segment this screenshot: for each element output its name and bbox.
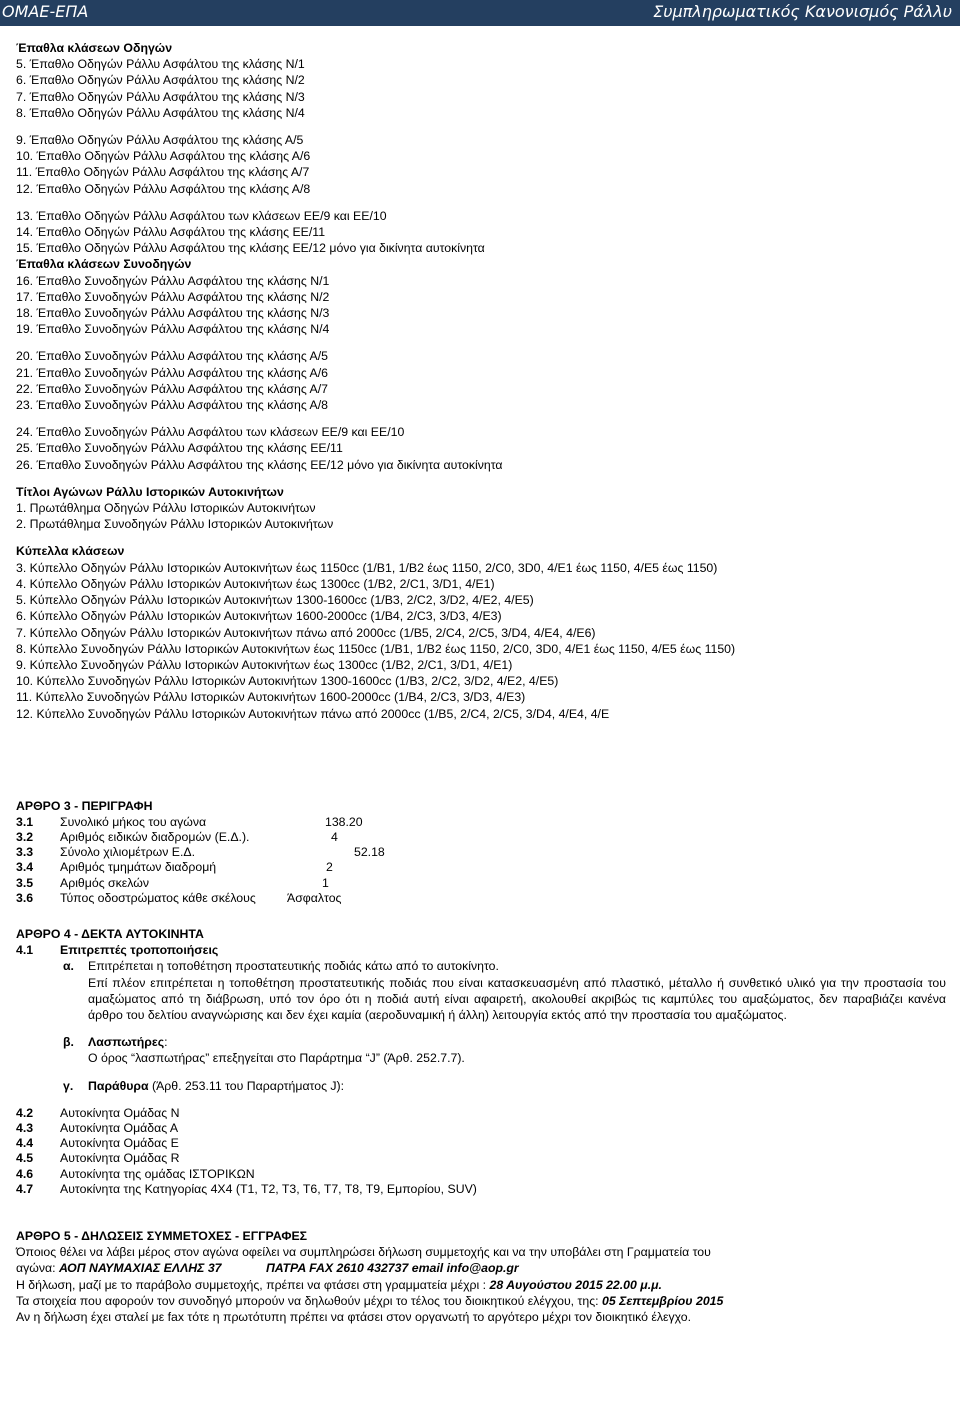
art3-label: Αριθμός σκελών [60, 875, 149, 890]
list-item: 9. Κύπελλο Συνοδηγών Ράλλυ Ιστορικών Αυτοκινήτων έως 1300cc (1/Β2, 2/C1, 3/D1, 4/E1) [16, 657, 513, 672]
item-a-paragraph: Επί πλέον επιτρέπεται η τοποθέτηση προστατευτικής ποδιάς που είναι κατασκευασμένη από πλαστικό, μέταλλο ή συνθετικό υλικό για την προστασία του αμαξώματος από τη διάβρωση, υπό τον όρο ότι η ποδιά αυτή είναι αφαιρετή, ακολουθεί ακριβώς τις καμπύλες του αμαξώματος, δεν παραβιάζει κανένα άρθρο του δελτίου αναγνώρισης και δεν έχει καμία (αεροδυναμική ή άλλη) λειτουργία εκτός από την προστασία του αμαξώματος. [88, 975, 946, 1023]
cups-list [16, 560, 946, 722]
art3-value: 52.18 [354, 845, 385, 860]
list-item: 9. Έπαθλο Οδηγών Ράλλυ Ασφάλτου της κλάσης Α/5 [16, 133, 304, 148]
art3-num: 3.1 [16, 814, 34, 829]
vehicle-group-row [16, 1181, 946, 1196]
art3-num: 3.3 [16, 845, 34, 860]
group-num: 4.4 [16, 1136, 34, 1151]
article-5-line2 [16, 1260, 946, 1276]
list-item: 10. Έπαθλο Οδηγών Ράλλυ Ασφάλτου της κλάσης Α/6 [16, 149, 311, 164]
item-a-marker: α. [63, 959, 74, 974]
historic-heading: Τίτλοι Αγώνων Ράλλυ Ιστορικών Αυτοκινήτων [16, 484, 284, 499]
item-c-marker: γ. [63, 1078, 74, 1093]
group-label: Αυτοκίνητα Ομάδας Ε [60, 1136, 179, 1151]
vehicle-group-row [16, 1135, 946, 1150]
line3-prefix: Η δήλωση, μαζί με το παράβολο συμμετοχής, πρέπει να φτάσει στη γραμματεία μέχρι : [16, 1277, 490, 1292]
list-item: 7. Έπαθλο Οδηγών Ράλλυ Ασφάλτου της κλάσης Ν/3 [16, 89, 305, 104]
page-header [0, 0, 960, 26]
vehicle-group-row [16, 1105, 946, 1120]
list-item: 25. Έπαθλο Συνοδηγών Ράλλυ Ασφάλτου της κλάσης ΕΕ/11 [16, 441, 343, 456]
codrivers-group-n [16, 273, 946, 338]
vehicle-group-row [16, 1150, 946, 1165]
document-body [16, 40, 946, 1325]
art3-value: Άσφαλτος [287, 890, 342, 905]
art3-label: Σύνολο χιλιομέτρων Ε.Δ. [60, 845, 196, 860]
group-num: 4.6 [16, 1166, 34, 1181]
list-item: 3. Κύπελλο Οδηγών Ράλλυ Ιστορικών Αυτοκινήτων έως 1150cc (1/Β1, 1/Β2 έως 1150, 2/C0, 3D0, 4/E1 έως 1150, 4/E5 έως 1150) [16, 560, 718, 575]
article-5-line3 [16, 1277, 946, 1293]
list-item: 15. Έπαθλο Οδηγών Ράλλυ Ασφάλτου της κλάσης ΕΕ/12 μόνο για δικίνητα αυτοκίνητα [16, 241, 485, 256]
list-item: 11. Κύπελλο Συνοδηγών Ράλλυ Ιστορικών Αυτοκινήτων 1600-2000cc (1/Β4, 2/C3, 3/D3, 4/E3) [16, 690, 526, 705]
art3-num: 3.6 [16, 890, 34, 905]
list-item: 16. Έπαθλο Συνοδηγών Ράλλυ Ασφάλτου της κλάσης Ν/1 [16, 273, 330, 288]
vehicle-groups [16, 1105, 946, 1196]
codrivers-heading: Έπαθλα κλάσεων Συνοδηγών [16, 257, 192, 272]
group-label: Αυτοκίνητα Ομάδας Α [60, 1121, 179, 1136]
item-b-text: Ο όρος “λασπωτήρας” επεξηγείται στο Παράρτημα “J” (Άρθ. 252.7.7). [88, 1051, 465, 1066]
group-num: 4.7 [16, 1181, 34, 1196]
list-item: 13. Έπαθλο Οδηγών Ράλλυ Ασφάλτου των κλάσεων ΕΕ/9 και ΕΕ/10 [16, 208, 387, 223]
list-item: 26. Έπαθλο Συνοδηγών Ράλλυ Ασφάλτου της κλάσης ΕΕ/12 μόνο για δικίνητα αυτοκίνητα [16, 457, 503, 472]
item-a [16, 958, 946, 1023]
list-item: 5. Έπαθλο Οδηγών Ράλλυ Ασφάλτου της κλάσης Ν/1 [16, 57, 305, 72]
list-item: 6. Κύπελλο Οδηγών Ράλλυ Ιστορικών Αυτοκινήτων 1600-2000cc (1/Β4, 2/C3, 3/D3, 4/E3) [16, 609, 502, 624]
art3-row [16, 859, 946, 874]
vehicle-group-row [16, 1166, 946, 1181]
list-item: 5. Κύπελλο Οδηγών Ράλλυ Ιστορικών Αυτοκινήτων 1300-1600cc (1/Β3, 2/C2, 3/D2, 4/E2, 4/E5) [16, 593, 534, 608]
line2-prefix: αγώνα: [16, 1261, 59, 1276]
art3-num: 3.4 [16, 860, 34, 875]
art3-row [16, 829, 946, 844]
list-item: 21. Έπαθλο Συνοδηγών Ράλλυ Ασφάλτου της κλάσης Α/6 [16, 365, 328, 380]
list-item: 12. Έπαθλο Οδηγών Ράλλυ Ασφάλτου της κλάσης Α/8 [16, 181, 311, 196]
drivers-group-a [16, 132, 946, 197]
group-num: 4.5 [16, 1151, 34, 1166]
group-num: 4.2 [16, 1105, 34, 1120]
group-label: Αυτοκίνητα Ομάδας Ν [60, 1105, 180, 1120]
article-5-line1: Όποιος θέλει να λάβει μέρος στον αγώνα οφείλει να συμπληρώσει δήλωση συμμετοχής και να την υποβάλει στη Γραμματεία του [16, 1245, 711, 1260]
list-item: 19. Έπαθλο Συνοδηγών Ράλλυ Ασφάλτου της κλάσης Ν/4 [16, 322, 330, 337]
art3-label: Αριθμός ειδικών διαδρομών (Ε.Δ.). [60, 830, 250, 845]
section-4-1-title: Επιτρεπτές τροποποιήσεις [60, 943, 219, 958]
item-a-line: Επιτρέπεται η τοποθέτηση προστατευτικής ποδιάς κάτω από το αυτοκίνητο. [88, 959, 499, 974]
article-5-line4 [16, 1293, 946, 1309]
drivers-group-n [16, 56, 946, 121]
list-item: 6. Έπαθλο Οδηγών Ράλλυ Ασφάλτου της κλάσης Ν/2 [16, 73, 305, 88]
list-item: 23. Έπαθλο Συνοδηγών Ράλλυ Ασφάλτου της κλάσης Α/8 [16, 398, 328, 413]
list-item: 10. Κύπελλο Συνοδηγών Ράλλυ Ιστορικών Αυτοκινήτων 1300-1600cc (1/Β3, 2/C2, 3/D2, 4/E2, 4/E5) [16, 674, 559, 689]
list-item: 12. Κύπελλο Συνοδηγών Ράλλυ Ιστορικών Αυτοκινήτων πάνω από 2000cc (1/Β5, 2/C4, 2/C5, 3/D4, 4/E4, 4/E [16, 706, 610, 721]
codrivers-group-ee [16, 424, 946, 473]
list-item: 7. Κύπελλο Οδηγών Ράλλυ Ιστορικών Αυτοκινήτων πάνω από 2000cc (1/Β5, 2/C4, 2/C5, 3/D4, 4/E4, 4/E6) [16, 625, 596, 640]
art3-value: 138.20 [325, 814, 363, 829]
cups-heading: Κύπελλα κλάσεων [16, 544, 125, 559]
item-b-colon: : [164, 1035, 168, 1050]
item-c-title: Παράθυρα [88, 1078, 149, 1093]
historic-list [16, 500, 946, 532]
vehicle-group-row [16, 1120, 946, 1135]
list-item: 4. Κύπελλο Οδηγών Ράλλυ Ιστορικών Αυτοκινήτων έως 1300cc (1/Β2, 2/C1, 3/D1, 4/E1) [16, 576, 495, 591]
item-c [16, 1078, 946, 1094]
art3-row [16, 814, 946, 829]
art3-label: Τύπος οδοστρώματος κάθε σκέλους [60, 890, 256, 905]
header-doc-title: Συμπληρωματικός Κανονισμός Ράλλυ [653, 2, 952, 21]
group-label: Αυτοκίνητα Ομάδας R [60, 1151, 180, 1166]
list-item: 8. Έπαθλο Οδηγών Ράλλυ Ασφάλτου της κλάσης Ν/4 [16, 105, 305, 120]
list-item: 14. Έπαθλο Οδηγών Ράλλυ Ασφάλτου της κλάσης ΕΕ/11 [16, 225, 326, 240]
codriver-deadline: 05 Σεπτεμβρίου 2015 [601, 1293, 724, 1308]
article-3-title: ΑΡΘΡΟ 3 - ΠΕΡΙΓΡΑΦΗ [16, 798, 153, 813]
list-item: 17. Έπαθλο Συνοδηγών Ράλλυ Ασφάλτου της κλάσης Ν/2 [16, 289, 330, 304]
line4-prefix: Τα στοιχεία που αφορούν τον συνοδηγό μπορούν να δηλωθούν μέχρι το τέλος του διοικητικού ελέγχου, της: [16, 1293, 602, 1308]
art3-row [16, 875, 946, 890]
item-b-marker: β. [63, 1035, 74, 1050]
item-b [16, 1034, 946, 1066]
art3-num: 3.2 [16, 830, 34, 845]
list-item: 2. Πρωτάθλημα Συνοδηγών Ράλλυ Ιστορικών Αυτοκινήτων [16, 517, 334, 532]
art3-label: Συνολικό μήκος του αγώνα [60, 814, 207, 829]
section-4-1 [16, 942, 946, 958]
entry-deadline: 28 Αυγούστου 2015 22.00 μ.μ. [489, 1277, 662, 1292]
section-4-1-num: 4.1 [16, 943, 34, 958]
list-item: 1. Πρωτάθλημα Οδηγών Ράλλυ Ιστορικών Αυτοκινήτων [16, 501, 316, 516]
article-5-title: ΑΡΘΡΟ 5 - ΔΗΛΩΣΕΙΣ ΣΥΜΜΕΤΟΧΕΣ - ΕΓΓΡΑΦΕΣ [16, 1229, 308, 1243]
art3-row [16, 890, 946, 905]
group-label: Αυτοκίνητα της ομάδας ΙΣΤΟΡΙΚΩΝ [60, 1166, 255, 1181]
art3-value: 1 [322, 875, 329, 890]
art3-value: 2 [326, 860, 333, 875]
list-item: 18. Έπαθλο Συνοδηγών Ράλλυ Ασφάλτου της κλάσης Ν/3 [16, 306, 330, 321]
item-c-text: (Άρθ. 253.11 του Παραρτήματος J): [148, 1078, 345, 1093]
organizer-address: ΑΟΠ ΝΑΥΜΑΧΙΑΣ ΕΛΛΗΣ 37 [58, 1261, 222, 1276]
article-3-table [16, 814, 946, 905]
organizer-contact: ΠΑΤΡΑ FAX 2610 432737 email info@aop.gr [265, 1261, 519, 1276]
item-b-title: Λασπωτήρες [88, 1035, 165, 1050]
drivers-group-ee [16, 208, 946, 257]
group-num: 4.3 [16, 1121, 34, 1136]
list-item: 22. Έπαθλο Συνοδηγών Ράλλυ Ασφάλτου της κλάσης Α/7 [16, 381, 328, 396]
article-5-line5: Αν η δήλωση έχει σταλεί με fax τότε η πρωτότυπη πρέπει να φτάσει στον οργανωτή το αργότερο μέχρι τον διοικητικό έλεγχο. [16, 1310, 692, 1325]
list-item: 8. Κύπελλο Συνοδηγών Ράλλυ Ιστορικών Αυτοκινήτων έως 1150cc (1/Β1, 1/Β2 έως 1150, 2/C0, 3D0, 4/E1 έως 1150, 4/E5 έως 1150) [16, 641, 736, 656]
header-org: ΟΜΑΕ-ΕΠΑ [2, 2, 89, 21]
list-item: 20. Έπαθλο Συνοδηγών Ράλλυ Ασφάλτου της κλάσης Α/5 [16, 349, 328, 364]
art3-value: 4 [331, 830, 338, 845]
art3-num: 3.5 [16, 875, 34, 890]
article-4-title: ΑΡΘΡΟ 4 - ΔΕΚΤΑ ΑΥΤΟΚΙΝΗΤΑ [16, 927, 204, 942]
list-item: 24. Έπαθλο Συνοδηγών Ράλλυ Ασφάλτου των κλάσεων ΕΕ/9 και ΕΕ/10 [16, 425, 405, 440]
codrivers-group-a [16, 348, 946, 413]
drivers-heading: Έπαθλα κλάσεων Οδηγών [16, 41, 173, 55]
art3-row [16, 844, 946, 859]
group-label: Αυτοκίνητα της Κατηγορίας 4Χ4 (Τ1, Τ2, Τ3, Τ6, Τ7, Τ8, Τ9, Εμπορίου, SUV) [60, 1181, 477, 1196]
list-item: 11. Έπαθλο Οδηγών Ράλλυ Ασφάλτου της κλάσης Α/7 [16, 165, 310, 180]
art3-label: Αριθμός τμημάτων διαδρομή [60, 860, 217, 875]
